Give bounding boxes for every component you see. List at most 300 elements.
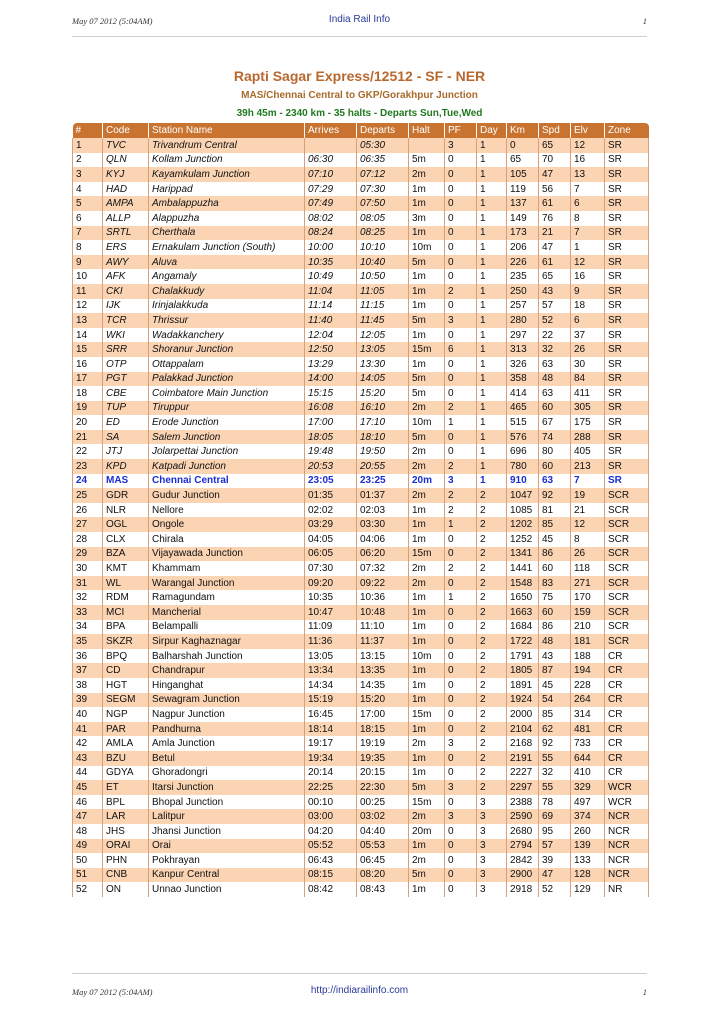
cell-halt: 10m	[409, 649, 445, 664]
column-header: Departs	[357, 123, 409, 138]
cell-index: 1	[73, 138, 103, 153]
cell-arrives: 19:34	[305, 751, 357, 766]
cell-elevation: 8	[571, 532, 605, 547]
cell-code: AFK	[103, 269, 149, 284]
table-row	[73, 532, 649, 547]
cell-halt: 5m	[409, 153, 445, 168]
cell-halt: 15m	[409, 795, 445, 810]
cell-code: MCI	[103, 605, 149, 620]
cell-speed: 32	[539, 342, 571, 357]
cell-departs: 10:36	[357, 590, 409, 605]
cell-station: Ongole	[149, 517, 305, 532]
cell-code: AMPA	[103, 196, 149, 211]
table-row	[73, 138, 649, 153]
cell-pf: 0	[445, 824, 477, 839]
cell-arrives: 16:45	[305, 707, 357, 722]
cell-zone: SCR	[605, 561, 649, 576]
cell-station: Kanpur Central	[149, 868, 305, 883]
cell-km: 313	[507, 342, 539, 357]
cell-station: Chirala	[149, 532, 305, 547]
cell-day: 2	[477, 620, 507, 635]
cell-index: 25	[73, 488, 103, 503]
cell-day: 1	[477, 313, 507, 328]
cell-departs: 07:12	[357, 167, 409, 182]
cell-elevation: 7	[571, 474, 605, 489]
cell-km: 235	[507, 269, 539, 284]
cell-departs: 11:15	[357, 299, 409, 314]
cell-station: Balharshah Junction	[149, 649, 305, 664]
timetable	[72, 123, 649, 897]
table-row	[73, 751, 649, 766]
cell-zone: SCR	[605, 488, 649, 503]
cell-km: 465	[507, 401, 539, 416]
cell-index: 11	[73, 284, 103, 299]
cell-elevation: 133	[571, 853, 605, 868]
cell-pf: 2	[445, 284, 477, 299]
cell-arrives: 07:49	[305, 196, 357, 211]
cell-index: 38	[73, 678, 103, 693]
cell-elevation: 181	[571, 634, 605, 649]
cell-day: 2	[477, 693, 507, 708]
cell-code: CKI	[103, 284, 149, 299]
footer-date: May 07 2012 (5:04AM)	[72, 987, 153, 997]
cell-day: 1	[477, 372, 507, 387]
cell-speed: 45	[539, 532, 571, 547]
cell-halt: 3m	[409, 211, 445, 226]
cell-pf: 0	[445, 678, 477, 693]
cell-index: 21	[73, 430, 103, 445]
cell-km: 226	[507, 255, 539, 270]
table-row	[73, 882, 649, 897]
cell-day: 1	[477, 226, 507, 241]
cell-station: Ghoradongri	[149, 766, 305, 781]
cell-zone: SR	[605, 401, 649, 416]
cell-arrives: 01:35	[305, 488, 357, 503]
cell-pf: 0	[445, 269, 477, 284]
cell-departs: 14:35	[357, 678, 409, 693]
cell-km: 2794	[507, 839, 539, 854]
cell-halt: 5m	[409, 313, 445, 328]
table-row	[73, 620, 649, 635]
cell-index: 23	[73, 459, 103, 474]
cell-departs: 08:25	[357, 226, 409, 241]
cell-halt: 10m	[409, 240, 445, 255]
cell-arrives: 07:30	[305, 561, 357, 576]
cell-arrives: 08:02	[305, 211, 357, 226]
cell-arrives: 08:15	[305, 868, 357, 883]
cell-code: CLX	[103, 532, 149, 547]
cell-day: 2	[477, 766, 507, 781]
cell-code: PGT	[103, 372, 149, 387]
cell-arrives: 07:10	[305, 167, 357, 182]
cell-departs: 12:05	[357, 328, 409, 343]
cell-speed: 92	[539, 488, 571, 503]
cell-code: ALLP	[103, 211, 149, 226]
cell-day: 2	[477, 547, 507, 562]
cell-speed: 57	[539, 839, 571, 854]
cell-km: 250	[507, 284, 539, 299]
cell-elevation: 405	[571, 444, 605, 459]
cell-station: Pokhrayan	[149, 853, 305, 868]
cell-pf: 6	[445, 342, 477, 357]
cell-departs: 13:05	[357, 342, 409, 357]
cell-station: Cherthala	[149, 226, 305, 241]
cell-station: Hinganghat	[149, 678, 305, 693]
train-title: Rapti Sagar Express/12512 - SF - NER	[233, 68, 486, 84]
cell-halt: 20m	[409, 824, 445, 839]
table-row	[73, 722, 649, 737]
cell-elevation: 481	[571, 722, 605, 737]
cell-km: 696	[507, 444, 539, 459]
cell-km: 137	[507, 196, 539, 211]
cell-station: Kollam Junction	[149, 153, 305, 168]
cell-day: 3	[477, 809, 507, 824]
cell-km: 2918	[507, 882, 539, 897]
cell-halt: 2m	[409, 736, 445, 751]
cell-zone: SR	[605, 196, 649, 211]
cell-elevation: 18	[571, 299, 605, 314]
cell-zone: SCR	[605, 547, 649, 562]
cell-code: SA	[103, 430, 149, 445]
cell-km: 2000	[507, 707, 539, 722]
cell-zone: SR	[605, 313, 649, 328]
cell-station: Ernakulam Junction (South)	[149, 240, 305, 255]
cell-zone: SR	[605, 269, 649, 284]
cell-elevation: 118	[571, 561, 605, 576]
cell-departs: 06:35	[357, 153, 409, 168]
cell-code: WL	[103, 576, 149, 591]
cell-zone: SCR	[605, 590, 649, 605]
table-row	[73, 269, 649, 284]
cell-halt: 1m	[409, 882, 445, 897]
cell-day: 3	[477, 795, 507, 810]
cell-km: 206	[507, 240, 539, 255]
cell-arrives: 11:09	[305, 620, 357, 635]
cell-arrives	[305, 138, 357, 153]
cell-speed: 63	[539, 474, 571, 489]
cell-halt: 2m	[409, 809, 445, 824]
cell-station: Itarsi Junction	[149, 780, 305, 795]
cell-speed: 86	[539, 547, 571, 562]
cell-code: AMLA	[103, 736, 149, 751]
cell-code: PAR	[103, 722, 149, 737]
cell-day: 2	[477, 576, 507, 591]
cell-day: 3	[477, 824, 507, 839]
cell-pf: 0	[445, 853, 477, 868]
table-row	[73, 153, 649, 168]
cell-station: Ambalappuzha	[149, 196, 305, 211]
cell-day: 1	[477, 196, 507, 211]
cell-halt: 5m	[409, 430, 445, 445]
cell-code: SKZR	[103, 634, 149, 649]
cell-pf: 3	[445, 809, 477, 824]
cell-pf: 0	[445, 707, 477, 722]
table-row	[73, 780, 649, 795]
cell-day: 2	[477, 722, 507, 737]
cell-departs: 10:40	[357, 255, 409, 270]
cell-station: Shoranur Junction	[149, 342, 305, 357]
cell-index: 31	[73, 576, 103, 591]
cell-day: 1	[477, 269, 507, 284]
cell-station: Warangal Junction	[149, 576, 305, 591]
cell-departs: 04:06	[357, 532, 409, 547]
cell-elevation: 644	[571, 751, 605, 766]
cell-km: 1085	[507, 503, 539, 518]
cell-halt: 2m	[409, 561, 445, 576]
cell-speed: 48	[539, 372, 571, 387]
cell-departs: 20:55	[357, 459, 409, 474]
cell-code: QLN	[103, 153, 149, 168]
cell-elevation: 13	[571, 167, 605, 182]
cell-halt: 1m	[409, 678, 445, 693]
cell-elevation: 188	[571, 649, 605, 664]
cell-index: 24	[73, 474, 103, 489]
cell-day: 1	[477, 474, 507, 489]
cell-station: Erode Junction	[149, 415, 305, 430]
cell-station: Coimbatore Main Junction	[149, 386, 305, 401]
cell-arrives: 22:25	[305, 780, 357, 795]
cell-km: 2227	[507, 766, 539, 781]
table-row	[73, 561, 649, 576]
cell-elevation: 6	[571, 196, 605, 211]
cell-station: Orai	[149, 839, 305, 854]
table-row	[73, 766, 649, 781]
cell-halt: 2m	[409, 853, 445, 868]
cell-speed: 74	[539, 430, 571, 445]
cell-km: 119	[507, 182, 539, 197]
header-divider	[72, 36, 647, 37]
table-row	[73, 853, 649, 868]
cell-pf: 2	[445, 401, 477, 416]
cell-arrives: 03:29	[305, 517, 357, 532]
cell-zone: SR	[605, 226, 649, 241]
cell-arrives: 07:29	[305, 182, 357, 197]
cell-halt: 1m	[409, 839, 445, 854]
table-row	[73, 824, 649, 839]
column-header: PF	[445, 123, 477, 138]
column-header: Arrives	[305, 123, 357, 138]
cell-station: Chalakkudy	[149, 284, 305, 299]
cell-day: 2	[477, 590, 507, 605]
cell-arrives: 19:48	[305, 444, 357, 459]
cell-speed: 62	[539, 722, 571, 737]
cell-km: 2388	[507, 795, 539, 810]
cell-zone: SR	[605, 342, 649, 357]
cell-departs: 08:05	[357, 211, 409, 226]
cell-station: Katpadi Junction	[149, 459, 305, 474]
cell-station: Harippad	[149, 182, 305, 197]
cell-pf: 0	[445, 532, 477, 547]
cell-index: 48	[73, 824, 103, 839]
cell-arrives: 15:15	[305, 386, 357, 401]
cell-day: 1	[477, 153, 507, 168]
cell-zone: SR	[605, 386, 649, 401]
cell-speed: 78	[539, 795, 571, 810]
cell-speed: 47	[539, 240, 571, 255]
cell-station: Chandrapur	[149, 663, 305, 678]
cell-km: 1441	[507, 561, 539, 576]
cell-halt: 5m	[409, 868, 445, 883]
cell-speed: 63	[539, 357, 571, 372]
cell-index: 26	[73, 503, 103, 518]
cell-day: 1	[477, 167, 507, 182]
cell-elevation: 26	[571, 547, 605, 562]
table-row	[73, 401, 649, 416]
cell-km: 0	[507, 138, 539, 153]
cell-index: 27	[73, 517, 103, 532]
cell-halt: 1m	[409, 517, 445, 532]
page-header	[72, 14, 647, 28]
cell-index: 44	[73, 766, 103, 781]
cell-departs: 06:20	[357, 547, 409, 562]
table-row	[73, 795, 649, 810]
cell-arrives: 03:00	[305, 809, 357, 824]
cell-arrives: 10:35	[305, 590, 357, 605]
table-row	[73, 809, 649, 824]
cell-index: 12	[73, 299, 103, 314]
cell-index: 49	[73, 839, 103, 854]
cell-departs: 20:15	[357, 766, 409, 781]
cell-speed: 39	[539, 853, 571, 868]
cell-code: OTP	[103, 357, 149, 372]
cell-halt: 1m	[409, 226, 445, 241]
cell-code: BZU	[103, 751, 149, 766]
cell-pf: 0	[445, 839, 477, 854]
cell-arrives: 06:05	[305, 547, 357, 562]
table-row	[73, 736, 649, 751]
cell-halt: 1m	[409, 357, 445, 372]
column-header: Day	[477, 123, 507, 138]
cell-halt: 1m	[409, 605, 445, 620]
cell-speed: 65	[539, 138, 571, 153]
table-header-row	[73, 123, 649, 138]
cell-elevation: 1	[571, 240, 605, 255]
cell-pf: 0	[445, 620, 477, 635]
cell-station: Angamaly	[149, 269, 305, 284]
cell-code: BPA	[103, 620, 149, 635]
cell-zone: SR	[605, 372, 649, 387]
cell-halt: 15m	[409, 707, 445, 722]
footer-url-link[interactable]: http://indiarailinfo.com	[310, 985, 409, 996]
cell-speed: 60	[539, 605, 571, 620]
cell-pf: 3	[445, 138, 477, 153]
cell-zone: CR	[605, 722, 649, 737]
column-header: Station Name	[149, 123, 305, 138]
cell-zone: NCR	[605, 809, 649, 824]
cell-station: Betul	[149, 751, 305, 766]
cell-elevation: 8	[571, 211, 605, 226]
cell-departs: 06:45	[357, 853, 409, 868]
cell-pf: 0	[445, 868, 477, 883]
cell-speed: 57	[539, 299, 571, 314]
cell-zone: SR	[605, 284, 649, 299]
cell-departs: 10:50	[357, 269, 409, 284]
cell-zone: SR	[605, 328, 649, 343]
cell-km: 2590	[507, 809, 539, 824]
cell-station: Mancherial	[149, 605, 305, 620]
cell-pf: 3	[445, 736, 477, 751]
cell-day: 2	[477, 649, 507, 664]
cell-km: 65	[507, 153, 539, 168]
cell-arrives: 12:50	[305, 342, 357, 357]
cell-km: 297	[507, 328, 539, 343]
cell-halt: 2m	[409, 459, 445, 474]
cell-index: 17	[73, 372, 103, 387]
cell-elevation: 19	[571, 488, 605, 503]
cell-pf: 0	[445, 255, 477, 270]
table-row	[73, 226, 649, 241]
cell-day: 2	[477, 503, 507, 518]
cell-index: 34	[73, 620, 103, 635]
cell-station: Khammam	[149, 561, 305, 576]
cell-elevation: 228	[571, 678, 605, 693]
cell-zone: SCR	[605, 517, 649, 532]
cell-index: 3	[73, 167, 103, 182]
cell-station: Sewagram Junction	[149, 693, 305, 708]
cell-day: 2	[477, 663, 507, 678]
cell-departs: 13:30	[357, 357, 409, 372]
cell-arrives: 19:17	[305, 736, 357, 751]
cell-pf: 0	[445, 386, 477, 401]
cell-station: Nellore	[149, 503, 305, 518]
cell-arrives: 15:19	[305, 693, 357, 708]
cell-arrives: 17:00	[305, 415, 357, 430]
table-row	[73, 313, 649, 328]
table-row	[73, 547, 649, 562]
cell-index: 13	[73, 313, 103, 328]
cell-index: 22	[73, 444, 103, 459]
cell-km: 1650	[507, 590, 539, 605]
cell-zone: SCR	[605, 576, 649, 591]
cell-pf: 1	[445, 590, 477, 605]
cell-index: 10	[73, 269, 103, 284]
cell-halt: 5m	[409, 255, 445, 270]
cell-speed: 63	[539, 386, 571, 401]
cell-code: NGP	[103, 707, 149, 722]
cell-speed: 75	[539, 590, 571, 605]
cell-zone: SR	[605, 153, 649, 168]
cell-code: SEGM	[103, 693, 149, 708]
cell-km: 414	[507, 386, 539, 401]
cell-departs: 05:53	[357, 839, 409, 854]
cell-station: Belampalli	[149, 620, 305, 635]
cell-departs: 11:05	[357, 284, 409, 299]
cell-day: 1	[477, 211, 507, 226]
cell-zone: SCR	[605, 503, 649, 518]
cell-pf: 0	[445, 722, 477, 737]
cell-arrives: 13:29	[305, 357, 357, 372]
cell-zone: NR	[605, 882, 649, 897]
cell-zone: SR	[605, 459, 649, 474]
cell-arrives: 23:05	[305, 474, 357, 489]
cell-elevation: 128	[571, 868, 605, 883]
cell-index: 42	[73, 736, 103, 751]
cell-speed: 61	[539, 255, 571, 270]
cell-speed: 47	[539, 167, 571, 182]
cell-halt: 2m	[409, 167, 445, 182]
cell-departs: 23:25	[357, 474, 409, 489]
cell-halt: 1m	[409, 766, 445, 781]
cell-halt: 1m	[409, 532, 445, 547]
cell-day: 1	[477, 299, 507, 314]
cell-km: 2900	[507, 868, 539, 883]
cell-pf: 0	[445, 766, 477, 781]
cell-departs: 02:03	[357, 503, 409, 518]
cell-day: 1	[477, 182, 507, 197]
cell-km: 105	[507, 167, 539, 182]
cell-zone: CR	[605, 678, 649, 693]
cell-code: ED	[103, 415, 149, 430]
